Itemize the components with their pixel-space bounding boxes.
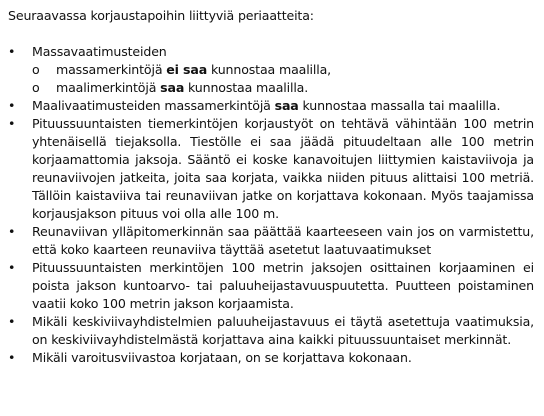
principles-list bbox=[8, 43, 534, 367]
sub-item-text-post: kunnostaa maalilla. bbox=[184, 80, 309, 95]
bullet-glyph: • bbox=[8, 116, 16, 131]
list-item-text-post: kunnostaa massalla tai maalilla. bbox=[298, 98, 501, 113]
sub-item-text-bold: saa bbox=[160, 80, 185, 95]
sub-bullet-glyph: o bbox=[32, 80, 40, 95]
list-item-text: Pituussuuntaisten tiemerkintöjen korjaustyöt on tehtävä vähintään 100 metrin yhtenäisellä tiejaksolla. Tiestölle ei saa jäädä pituudeltaan alle 100 metrin korjaamattomia jaksoja. Sääntö ei koske kanavoitujen liittymien kaistaviivoja ja reunaviivojen jatkeita, joita saa korjata, vaikka niiden pituus alittaisi 100 metriä. Tällöin kaistaviiva tai reunaviivan jatke on korjattava kokonaan. Myös taajamissa korjausjakson pituus voi olla alle 100 m. bbox=[32, 116, 534, 221]
sub-item-text-post: kunnostaa maalilla, bbox=[207, 62, 332, 77]
sub-item-text-pre: massamerkintöjä bbox=[56, 62, 167, 77]
bullet-glyph: • bbox=[8, 224, 16, 239]
sub-list-item bbox=[32, 79, 534, 97]
list-item-massavaatimusteiden bbox=[8, 43, 534, 97]
list-item-text: Massavaatimusteiden bbox=[32, 44, 167, 59]
intro-text: Seuraavassa korjaustapoihin liittyviä periaatteita: bbox=[8, 8, 314, 23]
sub-item-text-bold: ei saa bbox=[166, 62, 208, 77]
list-item-osittainen-korjaaminen bbox=[8, 259, 534, 313]
list-item-varoitusviivasto bbox=[8, 349, 534, 367]
list-item-text-bold: saa bbox=[274, 98, 299, 113]
sub-list-item bbox=[32, 61, 534, 79]
list-item-reunaviiva bbox=[8, 223, 534, 259]
bullet-glyph: • bbox=[8, 350, 16, 365]
sub-bullet-glyph: o bbox=[32, 62, 40, 77]
document-page bbox=[8, 7, 534, 367]
list-item-text: Mikäli varoitusviivastoa korjataan, on se korjattava kokonaan. bbox=[32, 350, 412, 365]
bullet-glyph: • bbox=[8, 260, 16, 275]
bullet-glyph: • bbox=[8, 98, 16, 113]
list-item-text: Mikäli keskiviivayhdistelmien paluuheijastavuus ei täytä asetettuja vaatimuksia, on keskiviivayhdistelmästä korjattava aina kaikki pituussuuntaiset merkinnät. bbox=[32, 314, 534, 347]
list-item-pituussuuntaisten-korjaustyot bbox=[8, 115, 534, 223]
sub-item-text-pre: maalimerkintöjä bbox=[56, 80, 161, 95]
bullet-glyph: • bbox=[8, 314, 16, 329]
sub-list bbox=[32, 61, 534, 97]
spacer bbox=[8, 25, 534, 43]
list-item-text: Pituussuuntaisten merkintöjen 100 metrin jaksojen osittainen korjaaminen ei poista jakson kuntoarvo- tai paluuheijastavuuspuutetta. Puutteen poistaminen vaatii koko 100 metrin jakson korjaamista. bbox=[32, 260, 534, 311]
list-item-text: Reunaviivan ylläpitomerkinnän saa päättää kaarteeseen vain jos on varmistettu, että koko kaarteen reunaviiva täyttää asetetut laatuvaatimukset bbox=[32, 224, 534, 257]
list-item-keskiviivayhdistelmat bbox=[8, 313, 534, 349]
bullet-glyph: • bbox=[8, 44, 16, 59]
list-item-maalivaatimusteiden bbox=[8, 97, 534, 115]
list-item-text-pre: Maalivaatimusteiden massamerkintöjä bbox=[32, 98, 275, 113]
